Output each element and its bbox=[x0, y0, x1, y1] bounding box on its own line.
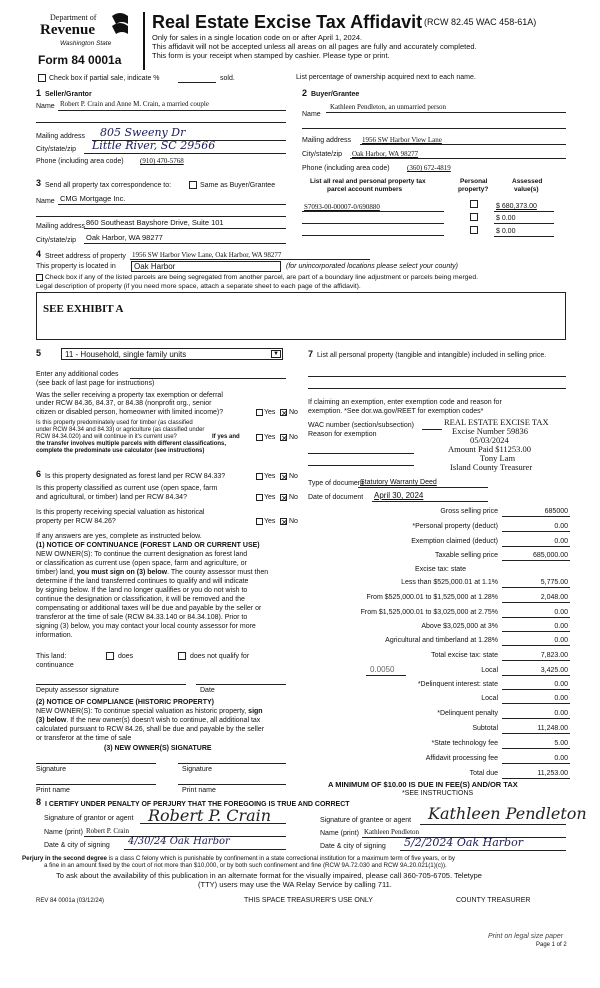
seller-city-label: City/state/zip bbox=[36, 146, 77, 153]
n1-p3c: . The county assessor must then bbox=[167, 569, 269, 576]
deputy-date-label: Date bbox=[200, 687, 215, 694]
tier2-value: 2,048.00 bbox=[540, 594, 568, 601]
street-label: Street address of property bbox=[45, 253, 126, 260]
form-title: Real Estate Excise Tax Affidavit bbox=[152, 12, 423, 32]
partial-sale-checkbox[interactable] bbox=[38, 74, 46, 82]
sec6-q3-yes-checkbox[interactable] bbox=[256, 518, 263, 525]
n1-p3a: timber) land, bbox=[36, 569, 75, 576]
doc-type-label: Type of document bbox=[308, 480, 364, 487]
n2-p2a: (3) below bbox=[36, 717, 67, 724]
n1-p3 bbox=[36, 569, 268, 577]
owner-print-label-2: Print name bbox=[182, 787, 216, 794]
access-line2: (TTY) users may use the WA Relay Service by calling 711. bbox=[198, 880, 392, 889]
grantee-date-label: Date & city of signing bbox=[320, 843, 386, 850]
stamp-l6: Island County Treasurer bbox=[450, 462, 533, 472]
local-label: Local bbox=[481, 667, 498, 674]
grantee-name-label: Name (print) bbox=[320, 830, 359, 837]
n2-p2 bbox=[36, 717, 260, 725]
gross-label: Gross selling price bbox=[440, 508, 498, 515]
q2-l5: complete the predominate use calculator (see instructions) bbox=[36, 448, 205, 454]
sec6-q1-yes-label: Yes bbox=[264, 473, 276, 480]
dept-line2: Revenue bbox=[40, 22, 95, 38]
wac-label: WAC number (section/subsection) bbox=[308, 422, 414, 429]
n3-title: (3) NEW OWNER(S) SIGNATURE bbox=[104, 745, 212, 752]
seller-name-label: Name bbox=[36, 103, 55, 110]
n2-p1b: sign bbox=[248, 708, 263, 715]
rev-number: REV 84 0001a (03/12/24) bbox=[36, 898, 105, 904]
buyer-mail-label: Mailing address bbox=[302, 137, 352, 144]
minimum-notice: A MINIMUM OF $10.00 IS DUE IN FEE(S) AND/OR TAX bbox=[328, 780, 518, 789]
total-due-value: 11,253.00 bbox=[537, 770, 568, 777]
parcel-number-1: S7093-00-00007-0/690880 bbox=[304, 203, 380, 211]
grantor-signature: Robert P. Crain bbox=[148, 806, 272, 825]
seller-num: 1 bbox=[36, 88, 42, 98]
same-as-buyer-checkbox[interactable] bbox=[189, 181, 197, 189]
seller-phone-label: Phone (including area code) bbox=[36, 158, 124, 165]
located-note: (for unincorporated locations please select your county) bbox=[286, 263, 458, 270]
delinq-value: 0.00 bbox=[554, 681, 568, 688]
sec6-q2-no-label: No bbox=[289, 494, 298, 501]
owner-print-label-1: Print name bbox=[36, 787, 70, 794]
does-label: does bbox=[118, 653, 134, 660]
correspondence-label: Send all property tax correspondence to: bbox=[45, 182, 172, 189]
q2-l3b: If yes and bbox=[212, 434, 240, 440]
partial-percent-line bbox=[178, 82, 216, 83]
personal-value: 0.00 bbox=[554, 523, 568, 530]
grantee-date: 5/2/2024 Oak Harbor bbox=[404, 836, 523, 849]
stamp-l5: Tony Lam bbox=[480, 453, 516, 463]
parcel-col3-l1: Assessed bbox=[512, 178, 543, 185]
grantee-signature: Kathleen Pendleton bbox=[428, 804, 587, 823]
n2-p1a: NEW OWNER(S): To continue special valuation as historic property, bbox=[36, 708, 247, 715]
sec6-q2-yes-checkbox[interactable] bbox=[256, 494, 263, 501]
grantee-name: Kathleen Pendleton bbox=[364, 828, 420, 836]
gross-value: 685000 bbox=[544, 508, 568, 515]
legal-description: SEE EXHIBIT A bbox=[43, 303, 124, 315]
seller-city: Little River, SC 29566 bbox=[92, 139, 216, 152]
partial-sold-label: sold. bbox=[220, 75, 235, 82]
grantor-date: 4/30/24 Oak Harbor bbox=[128, 836, 230, 847]
delinq-label: *Delinquent interest: state bbox=[417, 681, 498, 688]
deputy-label: Deputy assessor signature bbox=[36, 687, 119, 694]
corr-name: CMG Mortgage Inc. bbox=[60, 194, 126, 203]
tax-calculation bbox=[300, 506, 570, 806]
header-note3: This form is your receipt when stamped by cashier. Please type or print. bbox=[152, 51, 390, 60]
perjury-line2: a fine in an amount fixed by the court of not more than $10,000, or by both such confinement and fine (RCW 9A.72.030 and RCW 9A.20.021(1)(c)). bbox=[44, 862, 447, 869]
delinq-local-label: Local bbox=[481, 695, 498, 702]
sec6-q1: Is this property designated as forest land per RCW 84.33? bbox=[45, 473, 226, 480]
affidavit-fee-label: Affidavit processing fee bbox=[425, 755, 498, 762]
corr-city-label: City/state/zip bbox=[36, 237, 77, 244]
tier3-label: From $1,525,000.01 to $3,025,000 at 2.75% bbox=[360, 609, 498, 616]
tier2-label: From $525,000.01 to $1,525,000 at 1.28% bbox=[366, 594, 498, 601]
n1-p2: or classification as current use (open space, farm and agriculture, or bbox=[36, 560, 247, 567]
form-title-ref: (RCW 82.45 WAC 458-61A) bbox=[424, 17, 537, 27]
buyer-city-label: City/state/zip bbox=[302, 151, 343, 158]
q1-no-checkbox[interactable]: ✕ bbox=[281, 409, 288, 418]
land-use-value: 11 - Household, single family units bbox=[65, 350, 187, 359]
sec8-num: 8 bbox=[36, 797, 42, 807]
q2-yes-checkbox[interactable] bbox=[256, 434, 263, 441]
exemption-value: 0.00 bbox=[554, 538, 568, 545]
personal-property-checkbox-2[interactable] bbox=[470, 213, 478, 221]
exempt-l1: If claiming an exemption, enter exemption code and reason for bbox=[308, 399, 502, 406]
buyer-city: Oak Harbor, WA 98277 bbox=[352, 150, 419, 158]
n1-p3b: you must sign on (3) below bbox=[76, 569, 168, 576]
correspondence-num: 3 bbox=[36, 178, 42, 188]
stamp-l2: Excise Number 59836 bbox=[452, 426, 529, 436]
land-use-select[interactable] bbox=[61, 348, 283, 360]
chevron-down-icon[interactable]: ▼ bbox=[271, 350, 281, 358]
q1-no-label: No bbox=[289, 409, 298, 416]
doc-date-label: Date of document bbox=[308, 494, 364, 501]
n2-title: (2) NOTICE OF COMPLIANCE (HISTORIC PROPERTY) bbox=[36, 699, 214, 706]
q1-yes-label: Yes bbox=[264, 409, 276, 416]
corr-mail: 860 Southeast Bayshore Drive, Suite 101 bbox=[86, 218, 224, 227]
buyer-heading: Buyer/Grantee bbox=[311, 91, 360, 98]
n1-title: (1) NOTICE OF CONTINUANCE (FOREST LAND OR CURRENT USE) bbox=[36, 542, 260, 549]
same-as-buyer-label: Same as Buyer/Grantee bbox=[200, 182, 276, 189]
sec6-q2-no-checkbox[interactable]: ✕ bbox=[281, 494, 288, 503]
perjury-bold: Perjury in the second degree bbox=[22, 855, 107, 862]
does-not-label: does not qualify for bbox=[190, 653, 250, 660]
personal-property-checkbox-3[interactable] bbox=[470, 226, 478, 234]
q2-no-label: No bbox=[289, 434, 298, 441]
doc-type: Statutory Warranty Deed bbox=[360, 479, 437, 486]
legal-description-box[interactable] bbox=[36, 292, 566, 340]
penalty-label: *Delinquent penalty bbox=[437, 710, 498, 717]
ownership-note: List percentage of ownership acquired next to each name. bbox=[296, 74, 476, 81]
tier1-value: 5,775.00 bbox=[540, 579, 568, 586]
assessed-value-2: $ 0.00 bbox=[496, 215, 516, 222]
affidavit-fee-value: 0.00 bbox=[554, 755, 568, 762]
q1-l2: under RCW 84.36, 84.37, or 84.38 (nonprofit org., senior bbox=[36, 400, 212, 407]
stamp-l4: Amount Paid $11253.00 bbox=[448, 444, 532, 454]
sec6-q1-no-checkbox[interactable]: ✕ bbox=[281, 473, 288, 482]
personal-label: *Personal property (deduct) bbox=[412, 523, 498, 530]
tier4-value: 0.00 bbox=[554, 623, 568, 630]
grantee-sig-label: Signature of grantee or agent bbox=[320, 817, 412, 824]
assessed-value-3: $ 0.00 bbox=[496, 228, 516, 235]
excise-state-label: Excise tax: state bbox=[415, 566, 466, 573]
seller-mail-label: Mailing address bbox=[36, 133, 86, 140]
segregated-checkbox[interactable] bbox=[36, 274, 43, 281]
q2-yes-label: Yes bbox=[264, 434, 276, 441]
exempt-l2: exemption. *See dor.wa.gov/REET for exemption codes* bbox=[308, 408, 484, 415]
penalty-value: 0.00 bbox=[554, 710, 568, 717]
n1-p1: NEW OWNER(S): To continue the current designation as forest land bbox=[36, 551, 248, 558]
stamp-l3: 05/03/2024 bbox=[470, 435, 509, 445]
n2-p1 bbox=[36, 708, 263, 716]
sec7-num: 7 bbox=[308, 349, 314, 359]
corr-city: Oak Harbor, WA 98277 bbox=[86, 233, 163, 242]
seller-mail: 805 Sweeny Dr bbox=[100, 126, 186, 139]
owner-signature-label-2: Signature bbox=[182, 766, 212, 773]
n2-p2b: . If the new owner(s) doesn't wish to continue, all additional tax bbox=[66, 717, 261, 724]
sec6-q2-l2: and agricultural, or timber) land per RCW 84.34? bbox=[36, 494, 187, 501]
subtotal-label: Subtotal bbox=[472, 725, 498, 732]
certify-statement: I CERTIFY UNDER PENALTY OF PERJURY THAT THE FOREGOING IS TRUE AND CORRECT bbox=[45, 801, 350, 808]
parcel-col1-l1: List all real and personal property tax bbox=[310, 178, 426, 185]
dept-line1: Department of bbox=[50, 13, 97, 22]
partial-sale-label: Check box if partial sale, indicate % bbox=[49, 75, 160, 82]
n1-p4: determine if the land transferred continues to qualify and will indicate bbox=[36, 578, 249, 585]
q2-l2: under RCW 84.34 and 84.33) or agriculture (as classified under bbox=[36, 427, 205, 433]
grantor-name-label: Name (print) bbox=[44, 829, 83, 836]
q1-yes-checkbox[interactable] bbox=[256, 409, 263, 416]
q2-l4: the transfer involves multiple parcels with different classifications, bbox=[36, 441, 227, 447]
n1-p6: continue the designation or classification, it will be removed and the bbox=[36, 596, 245, 603]
street-num: 4 bbox=[36, 249, 42, 259]
reason-label: Reason for exemption bbox=[308, 431, 377, 438]
see-instructions: *SEE INSTRUCTIONS bbox=[402, 790, 474, 797]
sec6-q3-l1: Is this property receiving special valuation as historical bbox=[36, 509, 205, 516]
tier1-label: Less than $525,000.01 at 1.1% bbox=[401, 579, 498, 586]
buyer-num: 2 bbox=[302, 88, 308, 98]
total-due-label: Total due bbox=[469, 770, 498, 777]
seller-heading: Seller/Grantor bbox=[45, 91, 92, 98]
sec6-q2-yes-label: Yes bbox=[264, 494, 276, 501]
tier4-label: Above $3,025,000 at 3% bbox=[421, 623, 498, 630]
buyer-name: Kathleen Pendleton, an unmarried person bbox=[330, 103, 447, 111]
county-treasurer: COUNTY TREASURER bbox=[456, 897, 531, 904]
parcel-col2-l2: property? bbox=[458, 186, 489, 193]
local-value: 3,425.00 bbox=[540, 667, 568, 674]
sec6-q1-yes-checkbox[interactable] bbox=[256, 473, 263, 480]
sec6-q3-yes-label: Yes bbox=[264, 518, 276, 525]
parcel-col2-l1: Personal bbox=[460, 178, 488, 185]
buyer-phone-label: Phone (including area code) bbox=[302, 165, 390, 172]
assessed-value-1: $ 680,373.00 bbox=[496, 203, 537, 210]
n2-p4: or transferor at the time of sale bbox=[36, 735, 132, 742]
n1-p5: by signing below. If the land no longer qualifies or you do not wish to bbox=[36, 587, 248, 594]
seller-phone: (910) 470-5768 bbox=[140, 157, 184, 165]
access-line1: To ask about the availability of this publication in an alternate format for the visually impaired, please call 360-705-6705. Teletype bbox=[56, 871, 482, 880]
sec6-q3-l2: property per RCW 84.26? bbox=[36, 518, 116, 525]
location-value: Oak Harbor bbox=[134, 262, 176, 271]
q2-l1: Is this property predominately used for timber (as classified bbox=[36, 420, 193, 426]
buyer-phone: (360) 672-4819 bbox=[407, 164, 451, 172]
sec7-label: List all personal property (tangible and intangible) included in selling price. bbox=[317, 352, 547, 359]
print-legal: Print on legal size paper bbox=[488, 933, 564, 940]
grantor-name: Robert P. Crain bbox=[86, 827, 129, 835]
q1-l1: Was the seller receiving a property tax exemption or deferral bbox=[36, 392, 223, 399]
sec6-num: 6 bbox=[36, 469, 42, 479]
buyer-mail: 1956 SW Harbor View Lane bbox=[362, 136, 442, 144]
sec6-q2-l1: Is this property classified as current use (open space, farm bbox=[36, 485, 218, 492]
corr-name-label: Name bbox=[36, 198, 55, 205]
page-number: Page 1 of 2 bbox=[536, 942, 567, 948]
tier5-value: 0.00 bbox=[554, 637, 568, 644]
grantor-sig-label: Signature of grantor or agent bbox=[44, 815, 134, 822]
form-number: Form 84 0001a bbox=[38, 53, 122, 67]
q2-l3: RCW 84.34.020) and will continue in it's current use? bbox=[36, 434, 177, 440]
continuance-label: continuance bbox=[36, 662, 74, 669]
dor-logo-icon bbox=[108, 12, 132, 38]
tech-fee-value: 5.00 bbox=[554, 740, 568, 747]
dept-line3: Washington State bbox=[60, 40, 112, 47]
delinq-local-value: 0.00 bbox=[554, 695, 568, 702]
sec6-q1-no-label: No bbox=[289, 473, 298, 480]
seller-name: Robert P. Crain and Anne M. Crain, a married couple bbox=[60, 100, 209, 108]
grantor-date-label: Date & city of signing bbox=[44, 842, 110, 849]
total-state-label: Total excise tax: state bbox=[431, 652, 498, 659]
total-state-value: 7,823.00 bbox=[540, 652, 568, 659]
does-not-checkbox[interactable] bbox=[178, 652, 186, 660]
n1-p8: transferor at the time of sale (RCW 84.33.140 or 84.34.108). Prior to bbox=[36, 614, 248, 621]
parcel-col1-l2: parcel account numbers bbox=[327, 186, 403, 193]
does-checkbox[interactable] bbox=[106, 652, 114, 660]
legal-label: Legal description of property (if you need more space, attach a separate sheet to each page of the affidavit). bbox=[36, 283, 361, 290]
sec6-if-yes: If any answers are yes, complete as instructed below. bbox=[36, 533, 202, 540]
stamp-l1: REAL ESTATE EXCISE TAX bbox=[444, 417, 549, 427]
exemption-label: Exemption claimed (deduct) bbox=[411, 538, 498, 545]
n2-p3: calculated pursuant to RCW 84.26, shall be due and payable by the seller bbox=[36, 726, 265, 733]
n1-p10: information. bbox=[36, 632, 73, 639]
personal-property-checkbox-1[interactable] bbox=[470, 200, 478, 208]
sec6-q3-no-checkbox[interactable]: ✕ bbox=[281, 518, 288, 527]
sec6-q3-no-label: No bbox=[289, 518, 298, 525]
owner-signature-label-1: Signature bbox=[36, 766, 66, 773]
taxable-value: 685,000.00 bbox=[532, 552, 568, 559]
street-address: 1956 SW Harbor View Lane, Oak Harbor, WA 98277 bbox=[132, 251, 282, 259]
location-select[interactable] bbox=[131, 261, 281, 272]
add-codes-note: (see back of last page for instructions) bbox=[36, 380, 155, 387]
q1-l3: citizen or disabled person, homeowner with limited income)? bbox=[36, 409, 224, 416]
local-rate: 0.0050 bbox=[370, 665, 395, 674]
header-divider bbox=[143, 12, 145, 70]
buyer-name-label: Name bbox=[302, 111, 321, 118]
this-land-label: This land: bbox=[36, 653, 67, 660]
segregated-label: Check box if any of the listed parcels are being segregated from another parcel, are part of a boundary line adjustment or parcels being merged. bbox=[45, 274, 478, 281]
n1-p7: compensating or additional taxes will be due and payable by the seller or bbox=[36, 605, 262, 612]
sec5-num: 5 bbox=[36, 348, 42, 358]
header-note1: Only for sales in a single location code on or after April 1, 2024. bbox=[152, 33, 363, 42]
tier5-label: Agricultural and timberland at 1.28% bbox=[385, 637, 498, 644]
n1-p9: signing (3) below, you may contact your local county assessor for more bbox=[36, 623, 256, 630]
perjury-text1: is a class C felony which is punishable by confinement in a state correctional institution for a maximum term of five years, or by bbox=[106, 855, 455, 862]
dor-logo bbox=[38, 12, 138, 50]
add-codes-label: Enter any additional codes bbox=[36, 371, 119, 378]
corr-mail-label: Mailing address bbox=[36, 223, 86, 230]
tech-fee-label: *State technology fee bbox=[431, 740, 498, 747]
header-note2: This affidavit will not be accepted unless all areas on all pages are fully and accurately completed. bbox=[152, 42, 477, 51]
located-label: This property is located in bbox=[36, 263, 116, 270]
subtotal-value: 11,248.00 bbox=[537, 725, 568, 732]
perjury-line1 bbox=[22, 855, 455, 862]
tier3-value: 0.00 bbox=[554, 609, 568, 616]
parcel-col3-l2: value(s) bbox=[514, 186, 539, 193]
treasurer-use: THIS SPACE TREASURER'S USE ONLY bbox=[244, 897, 373, 904]
q2-no-checkbox[interactable]: ✕ bbox=[281, 434, 288, 443]
doc-date: April 30, 2024 bbox=[374, 491, 424, 500]
taxable-label: Taxable selling price bbox=[434, 552, 498, 559]
